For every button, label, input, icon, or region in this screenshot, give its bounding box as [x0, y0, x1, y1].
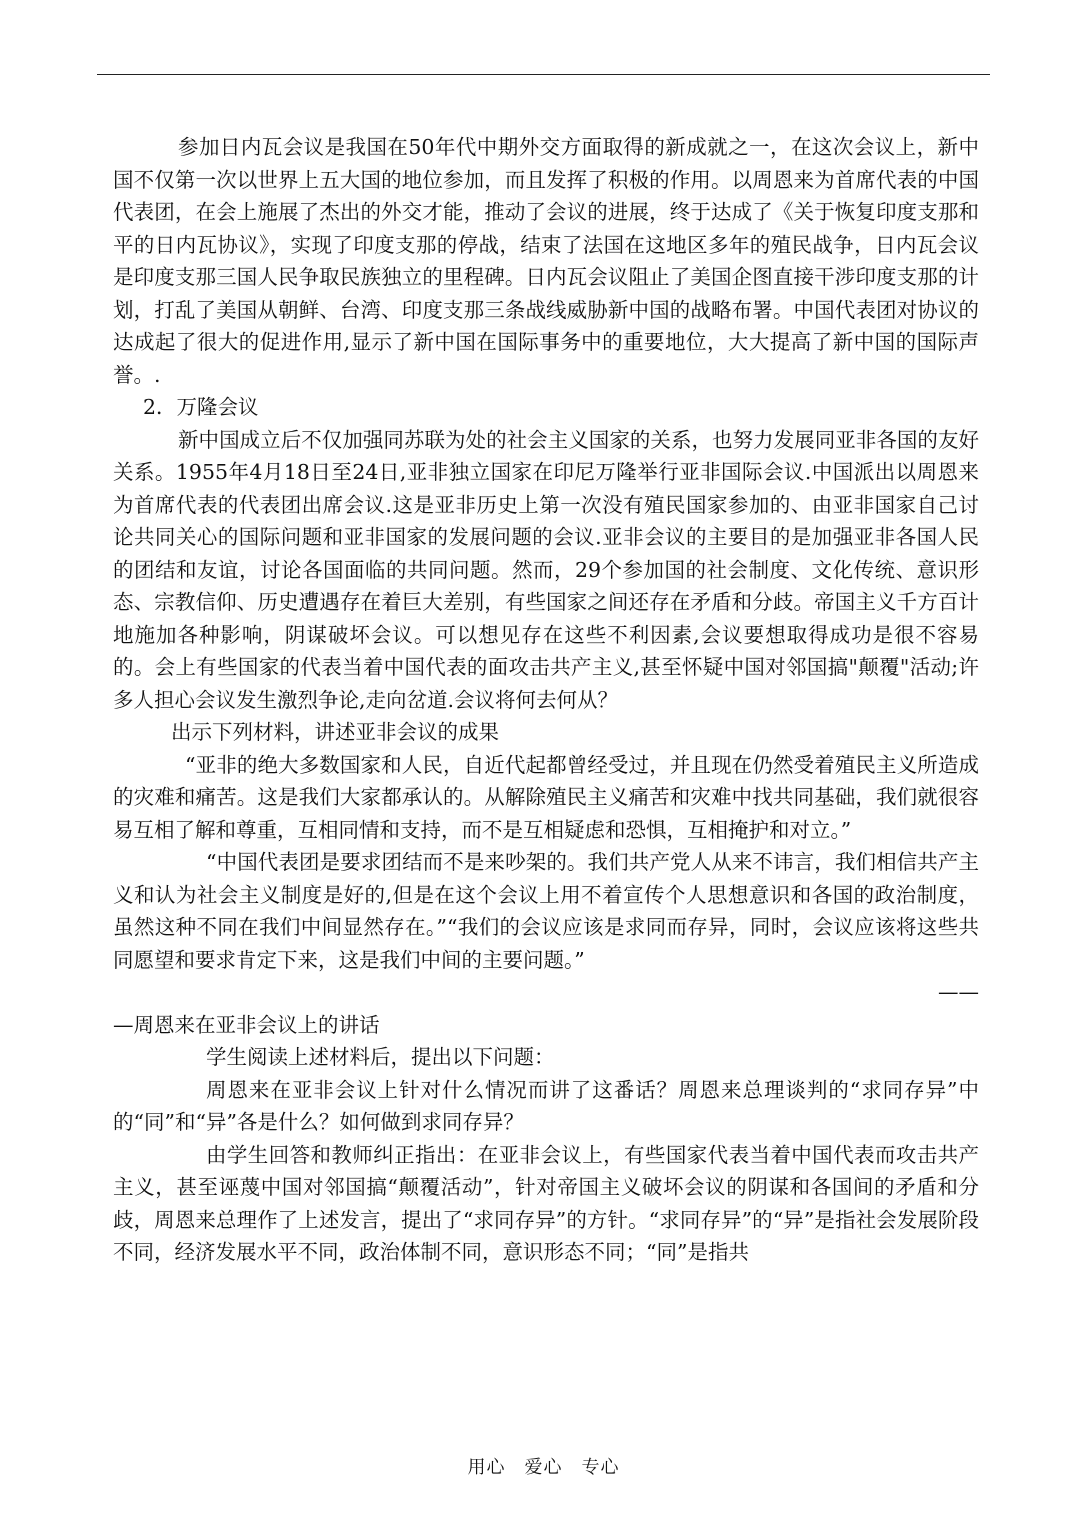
quote-one: “亚非的绝大多数国家和人民，自近代起都曾经受过，并且现在仍然受着殖民主义所造成的灾难和痛苦。这是我们大家都承认的。从解除殖民主义痛苦和灾难中找共同基础，我们就很容易互相了解和尊重，互相同情和支持，而不是互相疑虑和恐惧，互相掩护和对立。”: [113, 752, 979, 842]
header-rule: [97, 74, 990, 75]
page-footer: 用心 爱心 专心: [467, 1457, 620, 1478]
paragraph-answer: 由学生回答和教师纠正指出：在亚非会议上，有些国家代表当着中国代表而攻击共产主义，甚至诬蔑中国对邻国搞“颠覆活动”，针对帝国主义破坏会议的阴谋和各国间的矛盾和分歧，周恩来总理作了上述发言，提出了“求同存异”的方针。“求同存异”的“异”是指社会发展阶段不同，经济发展水平不同，政治体制不同，意识形态不同；“同”是指共: [113, 1142, 979, 1264]
paragraph-student-reading: 学生阅读上述材料后，提出以下问题：: [206, 1045, 555, 1069]
attribution-source: —周恩来在亚非会议上的讲话: [113, 1012, 380, 1037]
document-body: [113, 131, 979, 1269]
paragraph-bandung-intro: 新中国成立后不仅加强同苏联为处的社会主义国家的关系，也努力发展同亚非各国的友好关系。1955年4月18日至24日,亚非独立国家在印尼万隆举行亚非国际会议.中国派出以周恩来为首席代表的代表团出席会议.这是亚非历史上第一次没有殖民国家参加的、由亚非国家自己讨论共同关心的国际问题和亚非国家的发展问题的会议.亚非会议的主要目的是加强亚非各国人民的团结和友谊，讨论各国面临的共同问题。然而，29个参加国的社会制度、文化传统、意识形态、宗教信仰、历史遭遇存在着巨大差别，有些国家之间还存在矛盾和分歧。帝国主义千方百计地施加各种影响，阴谋破坏会议。可以想见存在这些不利因素,会议要想取得成功是很不容易的。会上有些国家的代表当着中国代表的面攻击共产主义,甚至怀疑中国对邻国搞"颠覆"活动;许多人担心会议发生激烈争论,走向岔道.会议将何去何从？: [113, 427, 979, 712]
paragraph-material-intro: 出示下列材料，讲述亚非会议的成果: [171, 720, 499, 744]
paragraph-questions: 周恩来在亚非会议上针对什么情况而讲了这番话？周恩来总理谈判的“求同存异”中的“同”和“异”各是什么？如何做到求同存异？: [113, 1077, 979, 1134]
paragraph-geneva: 参加日内瓦会议是我国在50年代中期外交方面取得的新成就之一，在这次会议上，新中国不仅第一次以世界上五大国的地位参加，而且发挥了积极的作用。以周恩来为首席代表的中国代表团，在会上施展了杰出的外交才能，推动了会议的进展，终于达成了《关于恢复印度支那和平的日内瓦协议》，实现了印度支那的停战，结束了法国在这地区多年的殖民战争，日内瓦会议是印度支那三国人民争取民族独立的里程碑。日内瓦会议阻止了美国企图直接干涉印度支那的计划，打乱了美国从朝鲜、台湾、印度支那三条战线威胁新中国的战略布署。中国代表团对协议的达成起了很大的促进作用,显示了新中国在国际事务中的重要地位，大大提高了新中国的国际声誉。.: [113, 135, 979, 387]
attribution-dash: ——: [938, 980, 979, 1004]
section-heading-bandung: 2．万隆会议: [143, 395, 259, 419]
quote-two: “中国代表团是要求团结而不是来吵架的。我们共产党人从来不讳言，我们相信共产主义和认为社会主义制度是好的,但是在这个会议上用不着宣传个人思想意识和各国的政治制度，虽然这种不同在我们中间显然存在。”“我们的会议应该是求同而存异，同时，会议应该将这些共同愿望和要求肯定下来，这是我们中间的主要问题。”: [113, 850, 979, 972]
